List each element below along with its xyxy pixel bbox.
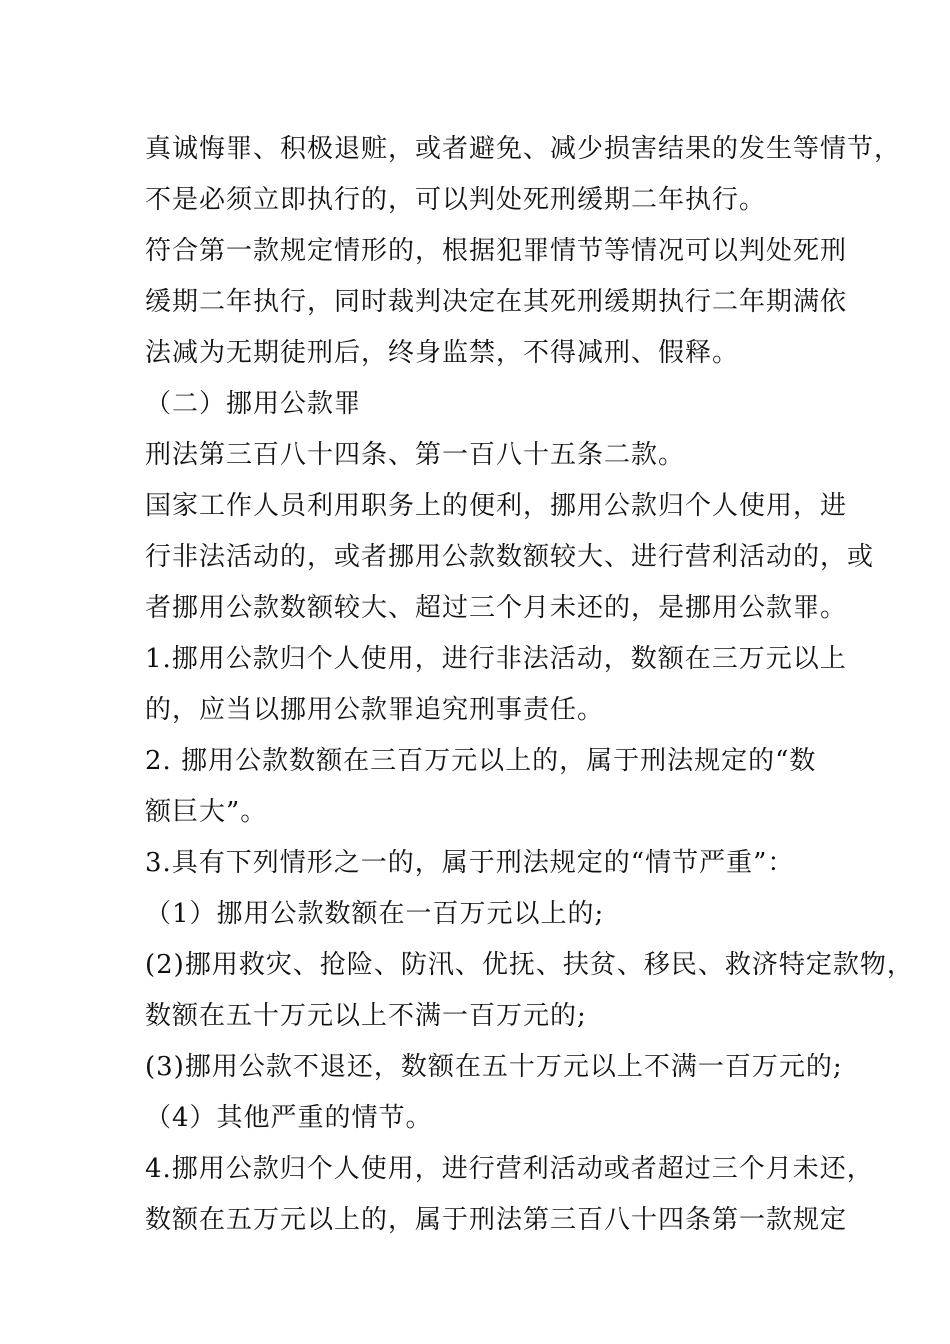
list-item: 3.具有下列情形之一的，属于刑法规定的“情节严重”： xyxy=(145,848,795,878)
text-line: 不是必须立即执行的，可以判处死刑缓期二年执行。 xyxy=(145,185,767,215)
list-item: 2. 挪用公款数额在三百万元以上的，属于刑法规定的“数 xyxy=(145,746,817,776)
text-line: 缓期二年执行，同时裁判决定在其死刑缓期执行二年期满依 xyxy=(145,287,848,317)
text-line: 者挪用公款数额较大、超过三个月未还的，是挪用公款罪。 xyxy=(145,593,848,623)
sub-list-item: (3)挪用公款不退还，数额在五十万元以上不满一百万元的; xyxy=(145,1052,843,1082)
text-line: 法减为无期徒刑后，终身监禁，不得减刑、假释。 xyxy=(145,338,740,368)
list-item: 1.挪用公款归个人使用，进行非法活动，数额在三万元以上 xyxy=(145,644,847,674)
sub-list-item: （1）挪用公款数额在一百万元以上的; xyxy=(145,899,605,929)
text-line: 刑法第三百八十四条、第一百八十五条二款。 xyxy=(145,440,686,470)
text-line: 数额在五万元以上的，属于刑法第三百八十四条第一款规定 xyxy=(145,1205,848,1235)
list-item: 4.挪用公款归个人使用，进行营利活动或者超过三个月未还， xyxy=(145,1154,874,1184)
document-body xyxy=(145,124,914,1246)
text-line: 符合第一款规定情形的，根据犯罪情节等情况可以判处死刑 xyxy=(145,236,848,266)
text-line: 真诚悔罪、积极退赃，或者避免、减少损害结果的发生等情节， xyxy=(145,134,902,164)
text-line: 额巨大”。 xyxy=(145,797,268,827)
sub-list-item: (2)挪用救灾、抢险、防汛、优抚、扶贫、移民、救济特定款物， xyxy=(145,950,914,980)
text-line: 的，应当以挪用公款罪追究刑事责任。 xyxy=(145,695,605,725)
text-line: 国家工作人员利用职务上的便利，挪用公款归个人使用，进 xyxy=(145,491,848,521)
text-line: 行非法活动的，或者挪用公款数额较大、进行营利活动的，或 xyxy=(145,542,875,572)
text-line: 数额在五十万元以上不满一百万元的; xyxy=(145,1001,587,1031)
sub-list-item: （4）其他严重的情节。 xyxy=(145,1103,433,1133)
section-heading: （二）挪用公款罪 xyxy=(145,389,362,419)
